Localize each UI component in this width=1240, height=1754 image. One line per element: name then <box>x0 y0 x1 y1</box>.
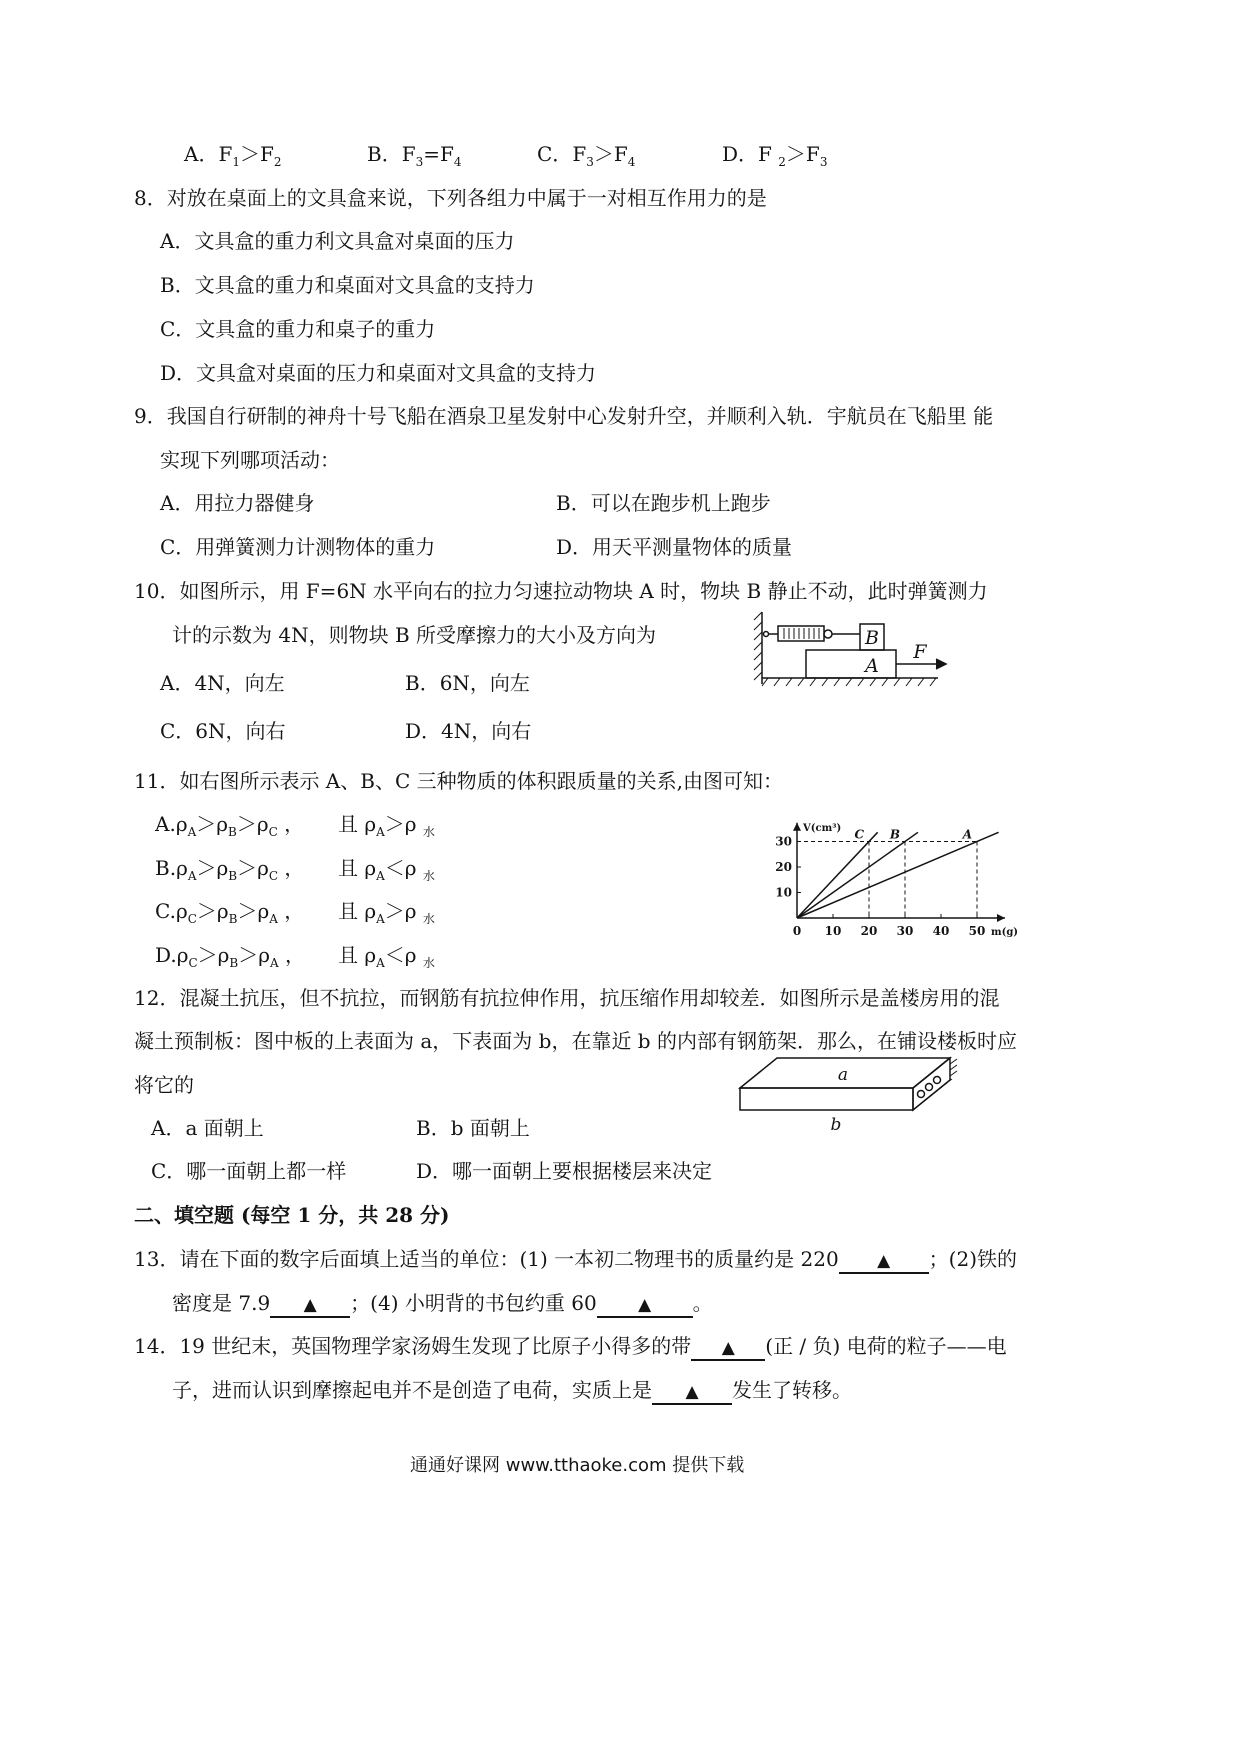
q10-option-d: D．4N，向右 <box>405 719 532 743</box>
q8-option-d: D．文具盒对桌面的压力和桌面对文具盒的支持力 <box>160 361 597 385</box>
q8-option-b: B．文具盒的重力和桌面对文具盒的支持力 <box>160 273 535 297</box>
x-tick-label: 10 <box>824 924 842 938</box>
q12-option-b: B．b 面朝上 <box>416 1116 530 1140</box>
q14-line2: 子，进而认识到摩擦起电并不是创造了电荷，实质上是 ▲ 发生了转移。 <box>172 1376 852 1405</box>
x-tick-label: 20 <box>860 924 878 938</box>
q10-option-c: C．6N，向右 <box>160 719 286 743</box>
q9-option-b: B．可以在跑步机上跑步 <box>556 491 771 515</box>
q12-rebar-hole <box>926 1084 933 1091</box>
q8-option-c: C．文具盒的重力和桌子的重力 <box>160 317 436 341</box>
q10-hook <box>764 632 769 637</box>
q12-option-a: A．a 面朝上 <box>151 1116 264 1140</box>
q11-volume-mass-chart <box>772 796 1044 948</box>
q12-option-d: D．哪一面朝上要根据楼层来决定 <box>416 1159 713 1183</box>
q7-option-d: D．F $_2>F_3$ <box>722 142 828 169</box>
y-tick-label: 30 <box>775 834 792 849</box>
q14-line1: 14．19 世纪末，英国物理学家汤姆生发现了比原子小得多的带 ▲ (正 / 负) 电荷的粒子——电 <box>134 1332 1007 1361</box>
q11-option-b: $B.\rho_A>\rho_B>\rho_C$ ， 且 $\rho_A<\rho$ $_水$ <box>155 856 435 883</box>
q7-option-c: C．$F_3>F_4$ <box>537 142 636 169</box>
q13-line1: 13．请在下面的数字后面填上适当的单位：(1) 一本初二物理书的质量约是 220 ▲ ；(2)铁的 <box>134 1245 1017 1274</box>
series-label-C: C <box>854 827 864 842</box>
q10-floor-hatch <box>762 678 936 686</box>
q8-option-a: A．文具盒的重力利文具盒对桌面的压力 <box>160 229 515 253</box>
series-line-C <box>797 832 878 918</box>
x-tick-label: 0 <box>792 924 802 938</box>
q10-label-b: B <box>865 627 879 649</box>
q10-option-b: B．6N，向左 <box>405 671 530 695</box>
q10-option-a: A．4N，向左 <box>160 671 285 695</box>
q10-stem-line1: 10．如图所示，用 F=6N 水平向右的拉力匀速拉动物块 A 时，物块 B 静止不动，此时弹簧测力 <box>134 579 988 603</box>
q7-option-b: B．$F_3=F_4$ <box>367 142 462 169</box>
q7-option-a: A．$F_1>F_2$ <box>184 142 282 169</box>
q10-block-a <box>806 650 896 678</box>
q11-stem: 11．如右图所示表示 A、B、C 三种物质的体积跟质量的关系,由图可知： <box>134 769 783 793</box>
q12-slab-front <box>740 1088 913 1110</box>
series-label-B: B <box>889 827 900 842</box>
q9-stem-line2: 实现下列哪项活动： <box>160 448 340 472</box>
q12-support-hatch <box>920 1059 957 1104</box>
x-tick-label: 40 <box>932 924 950 938</box>
y-axis-arrow <box>793 823 801 831</box>
q10-stem-line2: 计的示数为 4N，则物块 B 所受摩擦力的大小及方向为 <box>172 623 656 647</box>
x-tick-label: 50 <box>968 924 986 938</box>
q12-stem-line3: 将它的 <box>134 1073 194 1097</box>
section-title-fill-in: 二、填空题 (每空 1 分，共 28 分) <box>134 1203 450 1227</box>
q13-blank-3[interactable]: ▲ <box>597 1292 693 1318</box>
q12-label-a: a <box>837 1065 849 1085</box>
q12-rebar-hole <box>918 1091 925 1098</box>
q12-slab-figure <box>735 1050 965 1136</box>
q11-option-d: $D.\rho_C>\rho_B>\rho_A$ ， 且 $\rho_A<\rho$ $_水$ <box>155 943 435 970</box>
q9-option-c: C．用弹簧测力计测物体的重力 <box>160 535 436 559</box>
q10-label-f: F <box>913 641 927 663</box>
series-line-B <box>797 832 918 918</box>
q9-stem-line1: 9．我国自行研制的神舟十号飞船在酒泉卫星发射中心发射升空，并顺利入轨．宇航员在飞船里 能 <box>134 404 994 428</box>
x-axis-arrow <box>997 914 1005 922</box>
q10-spring-scale <box>778 626 824 641</box>
q13-blank-1[interactable]: ▲ <box>839 1248 929 1274</box>
q10-figure <box>750 608 950 694</box>
q14-blank-2[interactable]: ▲ <box>652 1379 732 1405</box>
q8-stem: 8．对放在桌面上的文具盒来说，下列各组力中属于一对相互作用力的是 <box>134 186 767 210</box>
q11-option-c: $C.\rho_C>\rho_B>\rho_A$ ， 且 $\rho_A>\rho$ $_水$ <box>155 899 435 926</box>
q11-option-a: $A.\rho_A>\rho_B>\rho_C$ ， 且 $\rho_A>\rho$ $_水$ <box>155 812 435 839</box>
y-tick-label: 10 <box>775 885 792 900</box>
q12-stem-line2: 凝土预制板：图中板的上表面为 a，下表面为 b，在靠近 b 的内部有钢筋架．那么，在铺设楼板时应 <box>134 1029 1017 1053</box>
q12-option-c: C．哪一面朝上都一样 <box>151 1159 347 1183</box>
y-tick-label: 20 <box>775 860 792 874</box>
q12-stem-line1: 12．混凝土抗压，但不抗拉，而钢筋有抗拉伸作用，抗压缩作用却较差．如图所示是盖楼房用的混 <box>134 986 1000 1010</box>
q13-line2: 密度是 7.9 ▲ ；(4) 小明背的书包约重 60 ▲ 。 <box>172 1289 713 1318</box>
x-axis-label: m(g) <box>991 927 1019 938</box>
page-footer: 通通好课网 www.tthaoke.com 提供下载 <box>410 1455 745 1476</box>
q13-blank-2[interactable]: ▲ <box>270 1292 350 1318</box>
q12-label-b: b <box>830 1115 842 1135</box>
q9-option-a: A．用拉力器健身 <box>160 491 315 515</box>
q12-rebar-hole <box>934 1077 941 1084</box>
q10-label-a: A <box>865 655 879 677</box>
series-label-A: A <box>962 827 972 842</box>
q9-option-d: D．用天平测量物体的质量 <box>556 535 793 559</box>
x-tick-label: 30 <box>896 924 914 938</box>
q10-spring-ring <box>824 630 832 638</box>
y-axis-label: V(cm³) <box>803 822 842 834</box>
series-line-A <box>797 832 999 918</box>
q14-blank-1[interactable]: ▲ <box>691 1335 765 1361</box>
q10-wall-hatch <box>754 612 762 680</box>
